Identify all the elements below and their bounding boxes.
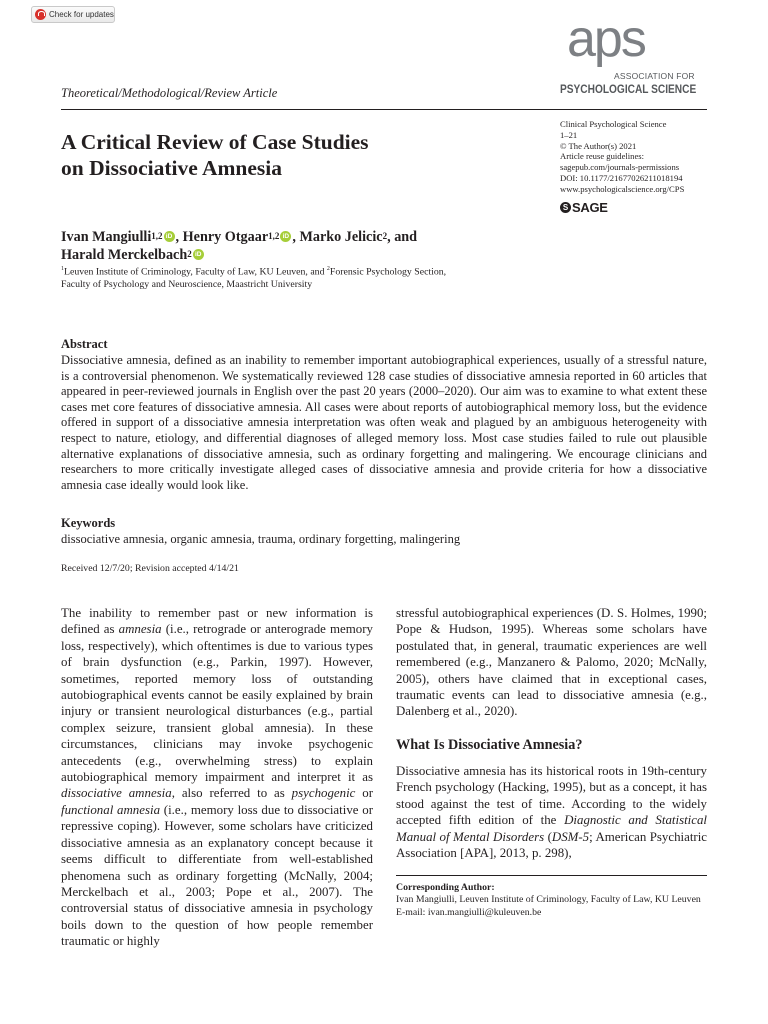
orcid-icon[interactable]: iD xyxy=(164,231,175,242)
article-type: Theoretical/Methodological/Review Article xyxy=(61,86,278,100)
affil-sup: 1 xyxy=(61,266,64,272)
section-heading: What Is Dissociative Amnesia? xyxy=(396,737,583,753)
body-text: ; American Psychiatric Association [APA], 2013, p. 298), xyxy=(396,829,708,861)
author-name: Marko Jelicic xyxy=(299,229,383,245)
body-text: , also referred to as xyxy=(171,786,292,801)
sage-s-icon: S xyxy=(560,202,571,213)
author-affil-sup: 2 xyxy=(187,249,192,259)
check-for-updates-button[interactable] xyxy=(31,6,115,23)
body-italic: amnesia xyxy=(118,622,162,637)
page-range: 1–21 xyxy=(560,129,578,140)
author-name: Harald Merckelbach xyxy=(61,247,188,263)
body-column-2-intro: stressful autobiographical experiences (D. S. Holmes, 1990; Pope & Hudson, 1995). Whereas some scholars have postulated that, in general, traumatic experiences are well remembered (e.g., Manzanero & Palomo, 2020; McNally, 2005), others have claimed that in exceptional cases, traumatic events can lead to dissociative amnesia (e.g., Dalenberg et al., 2020). xyxy=(396,606,707,719)
logo-association-line: ASSOCIATION FOR xyxy=(614,71,695,81)
article-title xyxy=(61,129,471,181)
body-text: (i.e., retrograde or anterograde memory loss, respectively), which oftentimes is due to various types of brain dysfunction (e.g., Parkin, 1997). However, sometimes, reported memory loss of outstanding autobiographical events cannot be easily explained by brain injury or transient neurological disturbances (e.g., partial complex seizure, transient global amnesia). In these circumstances, clinicians may invoke psychogenic antecedents (e.g., overwhelming stress) to explain autobiographical memory impairment and interpret it as xyxy=(61,622,373,785)
sage-logo xyxy=(560,200,608,215)
body-text: Dissociative amnesia has its historical roots in 19th-century French psychology (Hacking, 1995), but as a concept, it has stood against the test of time. According to the widely accepted fifth edition of the xyxy=(396,764,707,828)
abstract-heading: Abstract xyxy=(61,337,108,351)
journal-name: Clinical Psychological Science xyxy=(560,119,667,129)
affil-text: Leuven Institute of Criminology, Faculty of Law, KU Leuven, and xyxy=(64,266,327,278)
authors-line-2 xyxy=(61,246,511,264)
footnote-rule xyxy=(396,875,707,876)
affil-sup: 2 xyxy=(326,266,330,272)
authors-line-1 xyxy=(61,228,511,246)
header-rule xyxy=(61,109,707,110)
body-text: or xyxy=(355,786,374,801)
separator: , xyxy=(175,229,180,245)
body-column-2-section xyxy=(396,763,707,861)
affiliations xyxy=(61,263,531,292)
abstract-text: Dissociative amnesia, defined as an inability to remember important autobiographical experiences, usually of a stressful nature, is a controversial phenomenon. We systematically reviewed 128 case studies of dissociative amnesia reported in 60 articles that appeared in peer-reviewed journals in English over the past 20 years (2000–2020). Our aim was to examine to what extent these cases met core features of dissociative amnesia. All cases were about reports of autobiographical memory loss, but the evidence offered in support of a dissociative amnesia interpretation was often weak and plagued by an ambiguous heterogeneity with respect to nature, etiology, and differential diagnoses of alleged memory loss. Most case studies failed to rule out plausible alternative explanations of dissociative amnesia, such as ordinary forgetting and malingering. We encourage clinicians and researchers to more critically investigate alleged cases of dissociative amnesia and provide criteria for how a dissociative amnesia case ideally would look like. xyxy=(61,353,707,492)
body-italic: dissociative amnesia xyxy=(61,786,172,801)
body-column-1 xyxy=(61,605,373,950)
keywords-heading: Keywords xyxy=(61,516,116,530)
affil-text: Forensic Psychology Section, xyxy=(329,266,447,278)
separator: , and xyxy=(387,229,418,245)
separator: , xyxy=(292,229,296,245)
orcid-icon[interactable]: iD xyxy=(280,231,291,242)
journal-meta xyxy=(560,119,720,195)
body-italic: psychogenic xyxy=(291,786,356,801)
affiliation-line-2: Faculty of Psychology and Neuroscience, Maastricht University xyxy=(61,279,313,291)
body-italic: Diagnostic and Statistical Manual of Mental Disorders xyxy=(396,813,707,844)
body-text: (i.e., memory loss due to dissociative or repressive coping). However, some scholars have criticized dissociative amnesia as an explanatory concept because it seems difficult to differentiate from well-established phenomena such as ordinary forgetting (McNally, 2004; Merckelbach et al., 2003; Pope et al., 2007). The controversial status of dissociative amnesia in psychology boils down to the question of how people remember traumatic or highly xyxy=(61,802,374,949)
body-italic: functional amnesia xyxy=(61,802,161,817)
author-affil-sup: 2 xyxy=(382,231,388,241)
copyright: © The Author(s) 2021 xyxy=(560,140,637,151)
aps-logo xyxy=(567,16,663,68)
author-list xyxy=(61,228,511,264)
sage-logo-text: SAGE xyxy=(572,200,608,215)
corresponding-author xyxy=(396,882,707,919)
logo-society-line: PSYCHOLOGICAL SCIENCE xyxy=(560,82,697,96)
corresponding-heading: Corresponding Author: xyxy=(396,882,495,893)
update-icon xyxy=(35,9,46,20)
body-text: The inability to remember past or new information is defined as xyxy=(61,606,373,637)
orcid-icon[interactable]: iD xyxy=(193,249,204,260)
reuse-label: Article reuse guidelines: xyxy=(560,151,644,162)
title-line-1: A Critical Review of Case Studies xyxy=(61,130,369,154)
keywords-text: dissociative amnesia, organic amnesia, trauma, ordinary forgetting, malingering xyxy=(61,532,461,546)
reuse-link[interactable]: sagepub.com/journals-permissions xyxy=(560,162,680,173)
author-name: Henry Otgaar xyxy=(182,229,269,245)
affiliation-line-1 xyxy=(61,263,531,279)
author-affil-sup: 1,2 xyxy=(268,231,280,241)
author-affil-sup: 1,2 xyxy=(151,231,163,241)
journal-website[interactable]: www.psychologicalscience.org/CPS xyxy=(560,183,685,194)
body-italic: DSM-5 xyxy=(551,829,590,844)
corresponding-email[interactable]: E-mail: ivan.mangiulli@kuleuven.be xyxy=(396,906,542,918)
author-name: Ivan Mangiulli xyxy=(61,229,152,245)
body-text: ( xyxy=(544,829,552,844)
corresponding-address: Ivan Mangiulli, Leuven Institute of Criminology, Faculty of Law, KU Leuven xyxy=(396,894,701,906)
check-for-updates-label: Check for updates xyxy=(49,10,114,19)
title-line-2: on Dissociative Amnesia xyxy=(61,156,282,180)
aps-logo-text: aps xyxy=(567,16,645,68)
received-dates: Received 12/7/20; Revision accepted 4/14/21 xyxy=(61,563,239,574)
doi[interactable]: DOI: 10.1177/21677026211018194 xyxy=(560,172,683,183)
